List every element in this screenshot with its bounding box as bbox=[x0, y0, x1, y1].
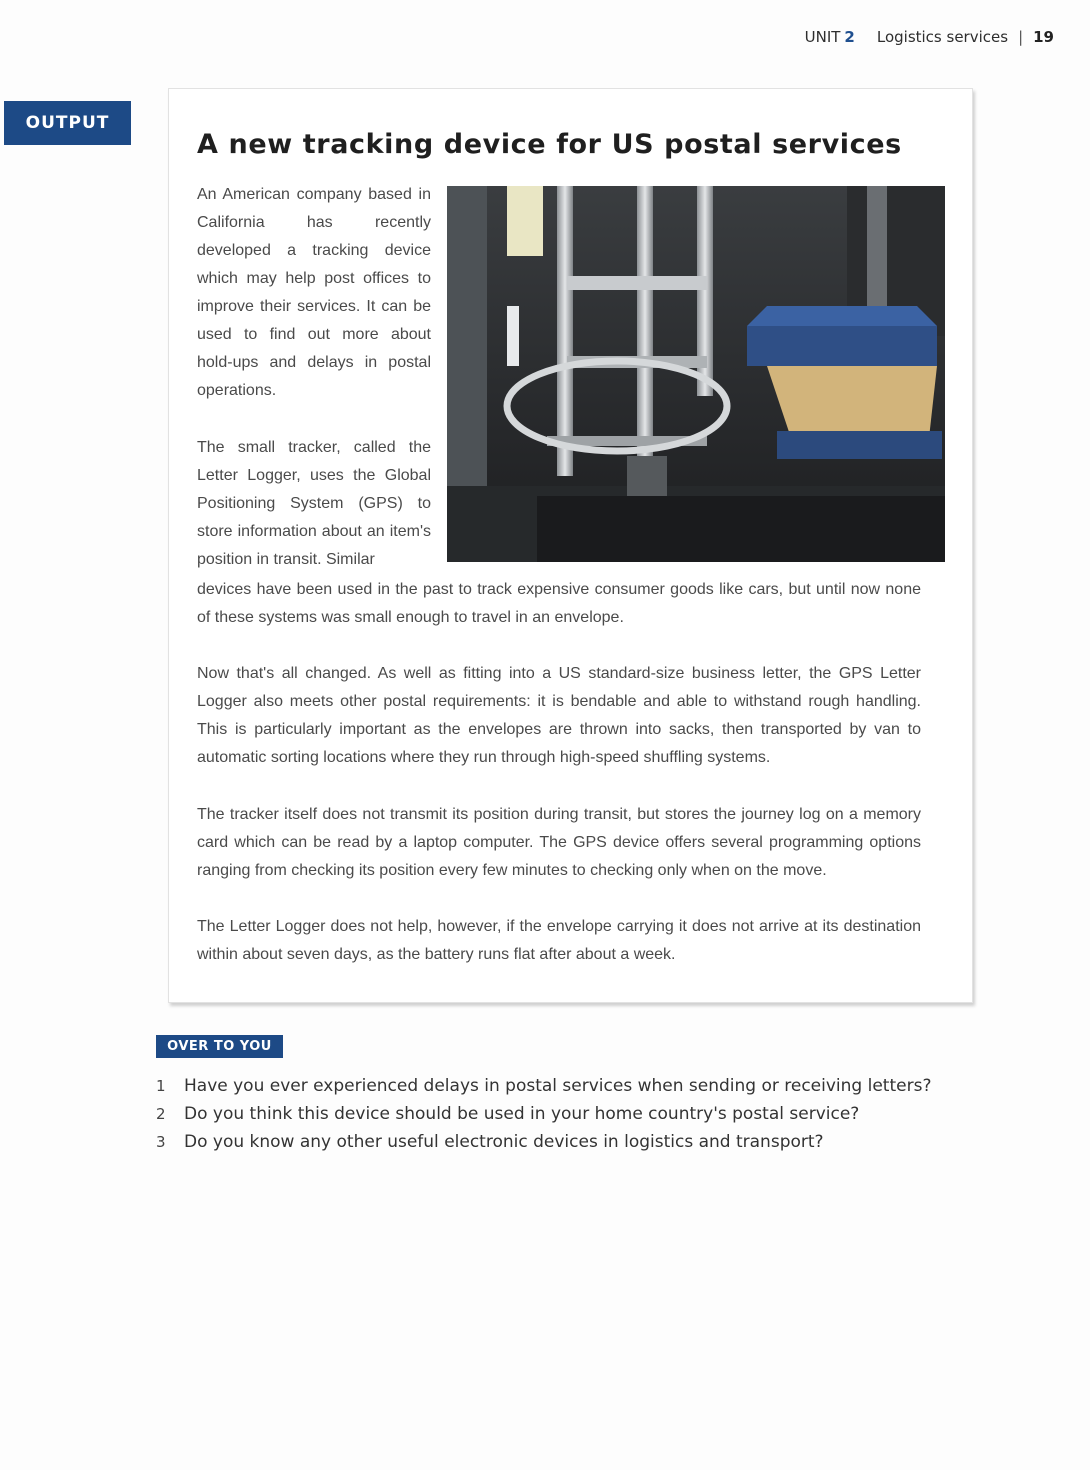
header-divider: | bbox=[1018, 28, 1024, 46]
article-title: A new tracking device for US postal services bbox=[197, 129, 902, 160]
unit-label: UNIT bbox=[804, 28, 841, 46]
article-paragraph: The small tracker, called the Letter Logger, uses the Global Positioning System (GPS) to store information about an item's position in transit. Similar bbox=[197, 439, 431, 568]
running-head bbox=[805, 28, 1054, 46]
article-box bbox=[168, 88, 973, 1003]
question-number: 2 bbox=[156, 1105, 166, 1123]
question-number: 3 bbox=[156, 1133, 166, 1151]
question-text: Do you know any other useful electronic devices in logistics and transport? bbox=[184, 1132, 824, 1152]
output-tab: OUTPUT bbox=[4, 101, 131, 145]
article-paragraph: The Letter Logger does not help, however, if the envelope carrying it does not arrive at its destination within about seven days, as the battery runs flat after about a week. bbox=[197, 918, 921, 963]
conveyor-photo bbox=[447, 186, 945, 562]
discussion-questions bbox=[156, 1072, 956, 1156]
question-item bbox=[156, 1072, 956, 1100]
unit-number: 2 bbox=[844, 28, 855, 46]
question-text: Do you think this device should be used in your home country's postal service? bbox=[184, 1104, 860, 1124]
question-number: 1 bbox=[156, 1077, 166, 1095]
question-text: Have you ever experienced delays in postal services when sending or receiving letters? bbox=[184, 1076, 932, 1096]
article-paragraph: Now that's all changed. As well as fitting into a US standard-size business letter, the GPS Letter Logger also meets other postal requirements: it is bendable and able to withstand rough handling. This is particularly important as the envelopes are thrown into sacks, then transported by van to automatic sorting locations where they run through high-speed shuffling systems. bbox=[197, 665, 921, 766]
article-paragraph: The tracker itself does not transmit its position during transit, but stores the journey log on a memory card which can be read by a laptop computer. The GPS device offers several programming options ranging from checking its position every few minutes to checking only when on the move. bbox=[197, 806, 921, 879]
question-item bbox=[156, 1100, 956, 1128]
article-paragraph: An American company based in California has recently developed a tracking device which may help post offices to improve their services. It can be used to find out more about hold-ups and delays in postal operations. bbox=[197, 186, 431, 399]
question-item bbox=[156, 1128, 956, 1156]
page-number: 19 bbox=[1033, 28, 1054, 46]
over-to-you-badge: OVER TO YOU bbox=[156, 1035, 283, 1058]
section-title: Logistics services bbox=[876, 28, 1009, 46]
conveyor-photo-illustration bbox=[447, 186, 945, 562]
article-paragraph: devices have been used in the past to track expensive consumer goods like cars, but until now none of these systems was small enough to travel in an envelope. bbox=[197, 581, 921, 626]
